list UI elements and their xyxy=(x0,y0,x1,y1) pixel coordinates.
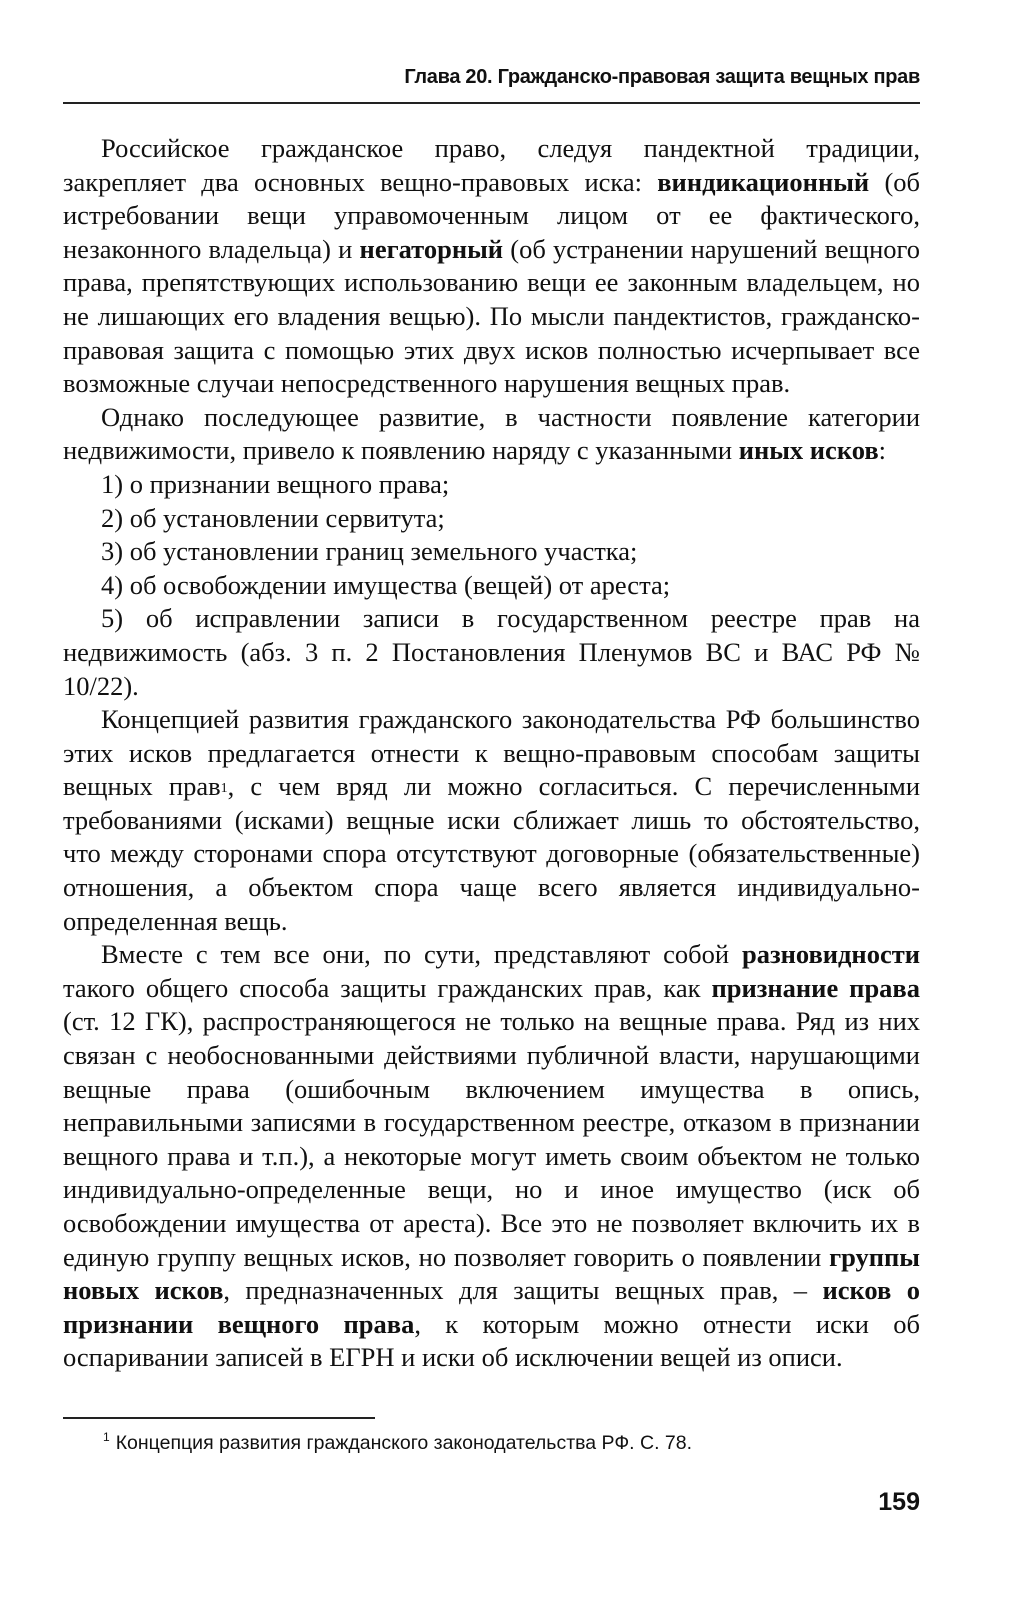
body-text xyxy=(63,132,920,1375)
paragraph-1: Российское гражданское право, следуя пандектной традиции, закрепляет два основных вещно-правовых иска: виндикационный (об истребовании вещи управомоченным лицом от ее фактического, незаконного владельца) и негаторный (об устранении нарушений вещного права, препятствующих использованию вещи ее законным владельцем, но не лишающих его владения вещью). По мысли пандектистов, гражданско-правовая защита с помощью этих двух исков полностью исчерпывает все возможные случаи непосредственного нарушения вещных прав. xyxy=(63,133,920,399)
running-title: Глава 20. Гражданско-правовая защита вещных прав xyxy=(404,66,920,88)
list-item: 4) об освобождении имущества (вещей) от ареста; xyxy=(101,569,671,600)
footnote-mark: 1 xyxy=(103,1430,110,1444)
page-number: 159 xyxy=(878,1488,920,1516)
list-item: 3) об установлении границ земельного участка; xyxy=(101,536,638,567)
list-item: 5) об исправлении записи в государственном реестре прав на недвижимость (абз. 3 п. 2 Постановления Пленумов ВС и ВАС РФ № 10/22). xyxy=(63,603,920,701)
paragraph-4: Вместе с тем все они, по сути, представляют собой разновидности такого общего способа защиты гражданских прав, как признание права (ст. 12 ГК), распространяющегося не только на вещные права. Ряд из них связан с необоснованными действиями публичной власти, нарушающими вещные права (ошибочным включением имущества в опись, неправильными записями в государственном реестре, отказом в признании вещного права и т.п.), а некоторые могут иметь своим объектом не только индивидуально-определенные вещи, но и иное имущество (иск об освобождении имущества от ареста). Все это не позволяет включить их в единую группу вещных исков, но позволяет говорить о появлении группы новых исков, предназначенных для защиты вещных прав, – исков о признании вещного права, к которым можно отнести иски об оспаривании записей в ЕГРН и иски об исключении вещей из описи. xyxy=(63,939,920,1373)
term-other-claims: иных исков xyxy=(738,435,879,466)
term-negatory: негаторный xyxy=(359,233,504,264)
term-recognition-claims: исков о признании вещного права xyxy=(63,1275,920,1339)
footnote xyxy=(103,1432,920,1455)
list-item: 1) о признании вещного права; xyxy=(101,468,450,499)
term-varieties: разновидности xyxy=(741,939,920,970)
footnote-divider xyxy=(63,1417,375,1419)
footnote-reference[interactable]: 1 xyxy=(220,781,228,797)
term-new-claims-group: группы новых исков xyxy=(63,1241,920,1306)
paragraph-3: Концепцией развития гражданского законодательства РФ большинство этих исков предлагается отнести к вещно-правовым способам защиты вещных прав$^1$, с чем вряд ли можно согласиться. С перечисленными требованиями (исками) вещные иски сближает лишь то обстоятельство, что между сторонами спора отсутствуют договорные (обязательственные) отношения, а объектом спора чаще всего является индивидуально-определенная вещь. xyxy=(63,704,921,936)
paragraph-2: Однако последующее развитие, в частности появление категории недвижимости, привело к появлению наряду с указанными иных исков: xyxy=(63,401,920,466)
term-recognition-of-right: признание права xyxy=(711,972,920,1003)
footnote-text: Концепция развития гражданского законодательства РФ. С. 78. xyxy=(115,1432,693,1454)
running-header xyxy=(63,60,920,104)
list-item: 2) об установлении сервитута; xyxy=(101,502,445,533)
term-vindication: виндикационный xyxy=(657,166,870,197)
